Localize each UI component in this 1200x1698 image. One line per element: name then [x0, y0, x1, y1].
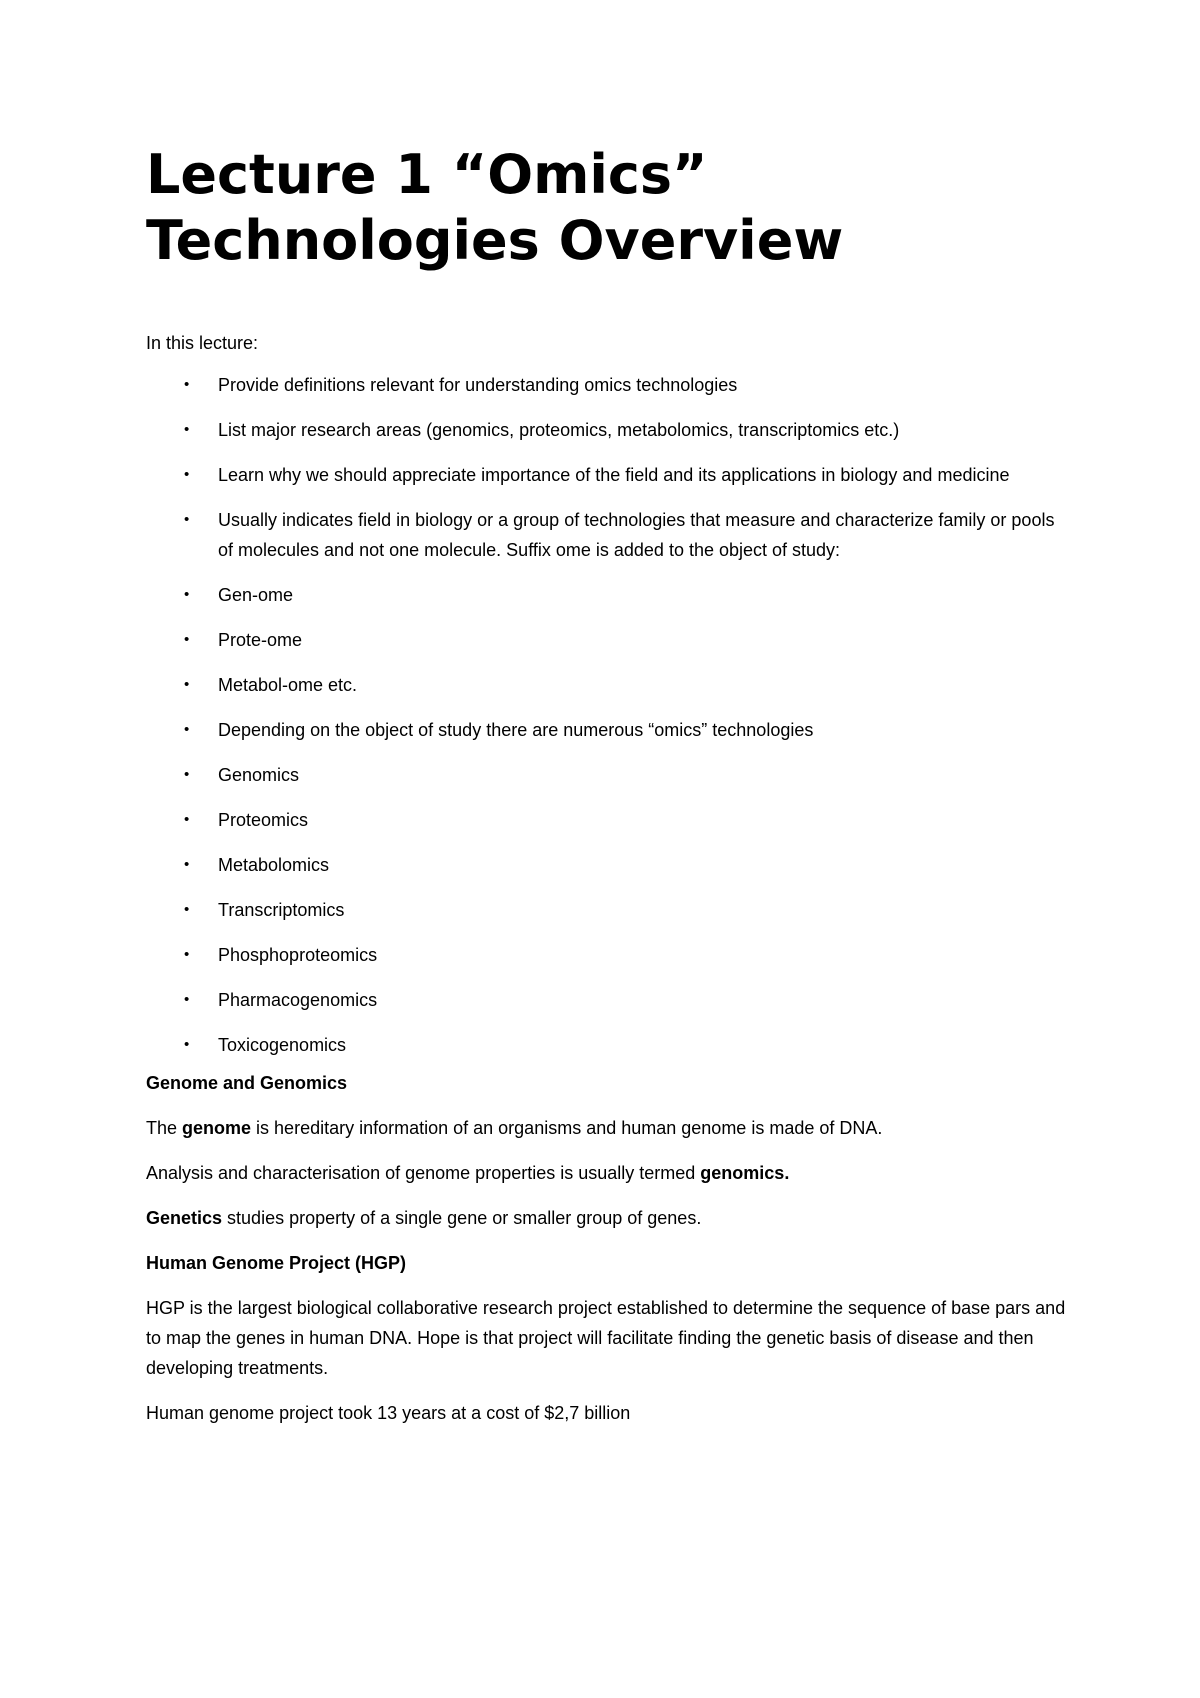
bullet-icon: •: [184, 586, 190, 603]
list-item: [146, 985, 1066, 1015]
genome-definition-paragraph: [146, 1113, 1066, 1143]
list-item: [146, 505, 1066, 565]
list-item-text: Depending on the object of study there are numerous “omics” technologies: [218, 720, 814, 740]
bullet-list: [146, 370, 1066, 1060]
hgp-description-paragraph: HGP is the largest biological collaborative research project established to determine the sequence of base pars and to map the genes in human DNA. Hope is that project will facilitate finding the genetic basis of disease and then developing treatments.: [146, 1298, 1066, 1378]
list-item-text: Metabolomics: [218, 855, 330, 875]
bullet-icon: •: [184, 991, 190, 1008]
list-item-text: Proteomics: [218, 810, 309, 830]
bullet-icon: •: [184, 1036, 190, 1053]
list-item: [146, 415, 1066, 445]
list-item: [146, 670, 1066, 700]
bullet-icon: •: [184, 766, 190, 783]
list-item-text: Transcriptomics: [218, 900, 345, 920]
list-item-text: Pharmacogenomics: [218, 990, 378, 1010]
list-item: [146, 760, 1066, 790]
title-line-1: Lecture 1 “Omics”: [146, 143, 708, 206]
bullet-icon: •: [184, 511, 190, 528]
bullet-icon: •: [184, 676, 190, 693]
list-item-text: Usually indicates field in biology or a group of technologies that measure and characterize family or pools of molecules and not one molecule. Suffix ome is added to the object of study:: [218, 510, 1055, 560]
list-item: [146, 460, 1066, 490]
text-run: Analysis and characterisation of genome properties is usually termed: [146, 1163, 701, 1183]
bullet-icon: •: [184, 376, 190, 393]
list-item-text: Genomics: [218, 765, 300, 785]
list-item: [146, 580, 1066, 610]
bullet-icon: •: [184, 466, 190, 483]
section-heading-genome: Genome and Genomics: [146, 1073, 348, 1093]
text-run: studies property of a single gene or smaller group of genes.: [222, 1208, 702, 1228]
text-run: is hereditary information of an organisms and human genome is made of DNA.: [251, 1118, 883, 1138]
list-item: [146, 940, 1066, 970]
list-item: [146, 370, 1066, 400]
list-item-text: Provide definitions relevant for understanding omics technologies: [218, 375, 738, 395]
list-item: [146, 805, 1066, 835]
list-item-text: Phosphoproteomics: [218, 945, 378, 965]
bullet-icon: •: [184, 421, 190, 438]
list-item-text: Learn why we should appreciate importance of the field and its applications in biology and medicine: [218, 465, 1010, 485]
list-item: [146, 715, 1066, 745]
list-item-text: Gen-ome: [218, 585, 294, 605]
bold-term-genome: genome: [182, 1118, 252, 1138]
genetics-definition-paragraph: [146, 1203, 1066, 1233]
text-run: The: [146, 1118, 183, 1138]
intro-text: In this lecture:: [146, 333, 259, 353]
list-item-text: List major research areas (genomics, proteomics, metabolomics, transcriptomics etc.): [218, 420, 900, 440]
hgp-cost-paragraph: Human genome project took 13 years at a cost of $2,7 billion: [146, 1403, 631, 1423]
list-item-text: Prote-ome: [218, 630, 303, 650]
bullet-icon: •: [184, 811, 190, 828]
bold-term-genomics: genomics.: [700, 1163, 790, 1183]
list-item: [146, 1030, 1066, 1060]
list-item: [146, 850, 1066, 880]
section-heading-hgp: Human Genome Project (HGP): [146, 1253, 407, 1273]
document-body: [146, 142, 1066, 1428]
bullet-icon: •: [184, 856, 190, 873]
page-title: [146, 142, 1066, 274]
title-line-2: Technologies Overview: [146, 209, 844, 272]
list-item-text: Metabol-ome etc.: [218, 675, 358, 695]
list-item: [146, 895, 1066, 925]
bold-term-genetics: Genetics: [146, 1208, 223, 1228]
list-item-text: Toxicogenomics: [218, 1035, 347, 1055]
bullet-icon: •: [184, 631, 190, 648]
bullet-icon: •: [184, 946, 190, 963]
genomics-definition-paragraph: [146, 1158, 1066, 1188]
bullet-icon: •: [184, 721, 190, 738]
list-item: [146, 625, 1066, 655]
bullet-icon: •: [184, 901, 190, 918]
